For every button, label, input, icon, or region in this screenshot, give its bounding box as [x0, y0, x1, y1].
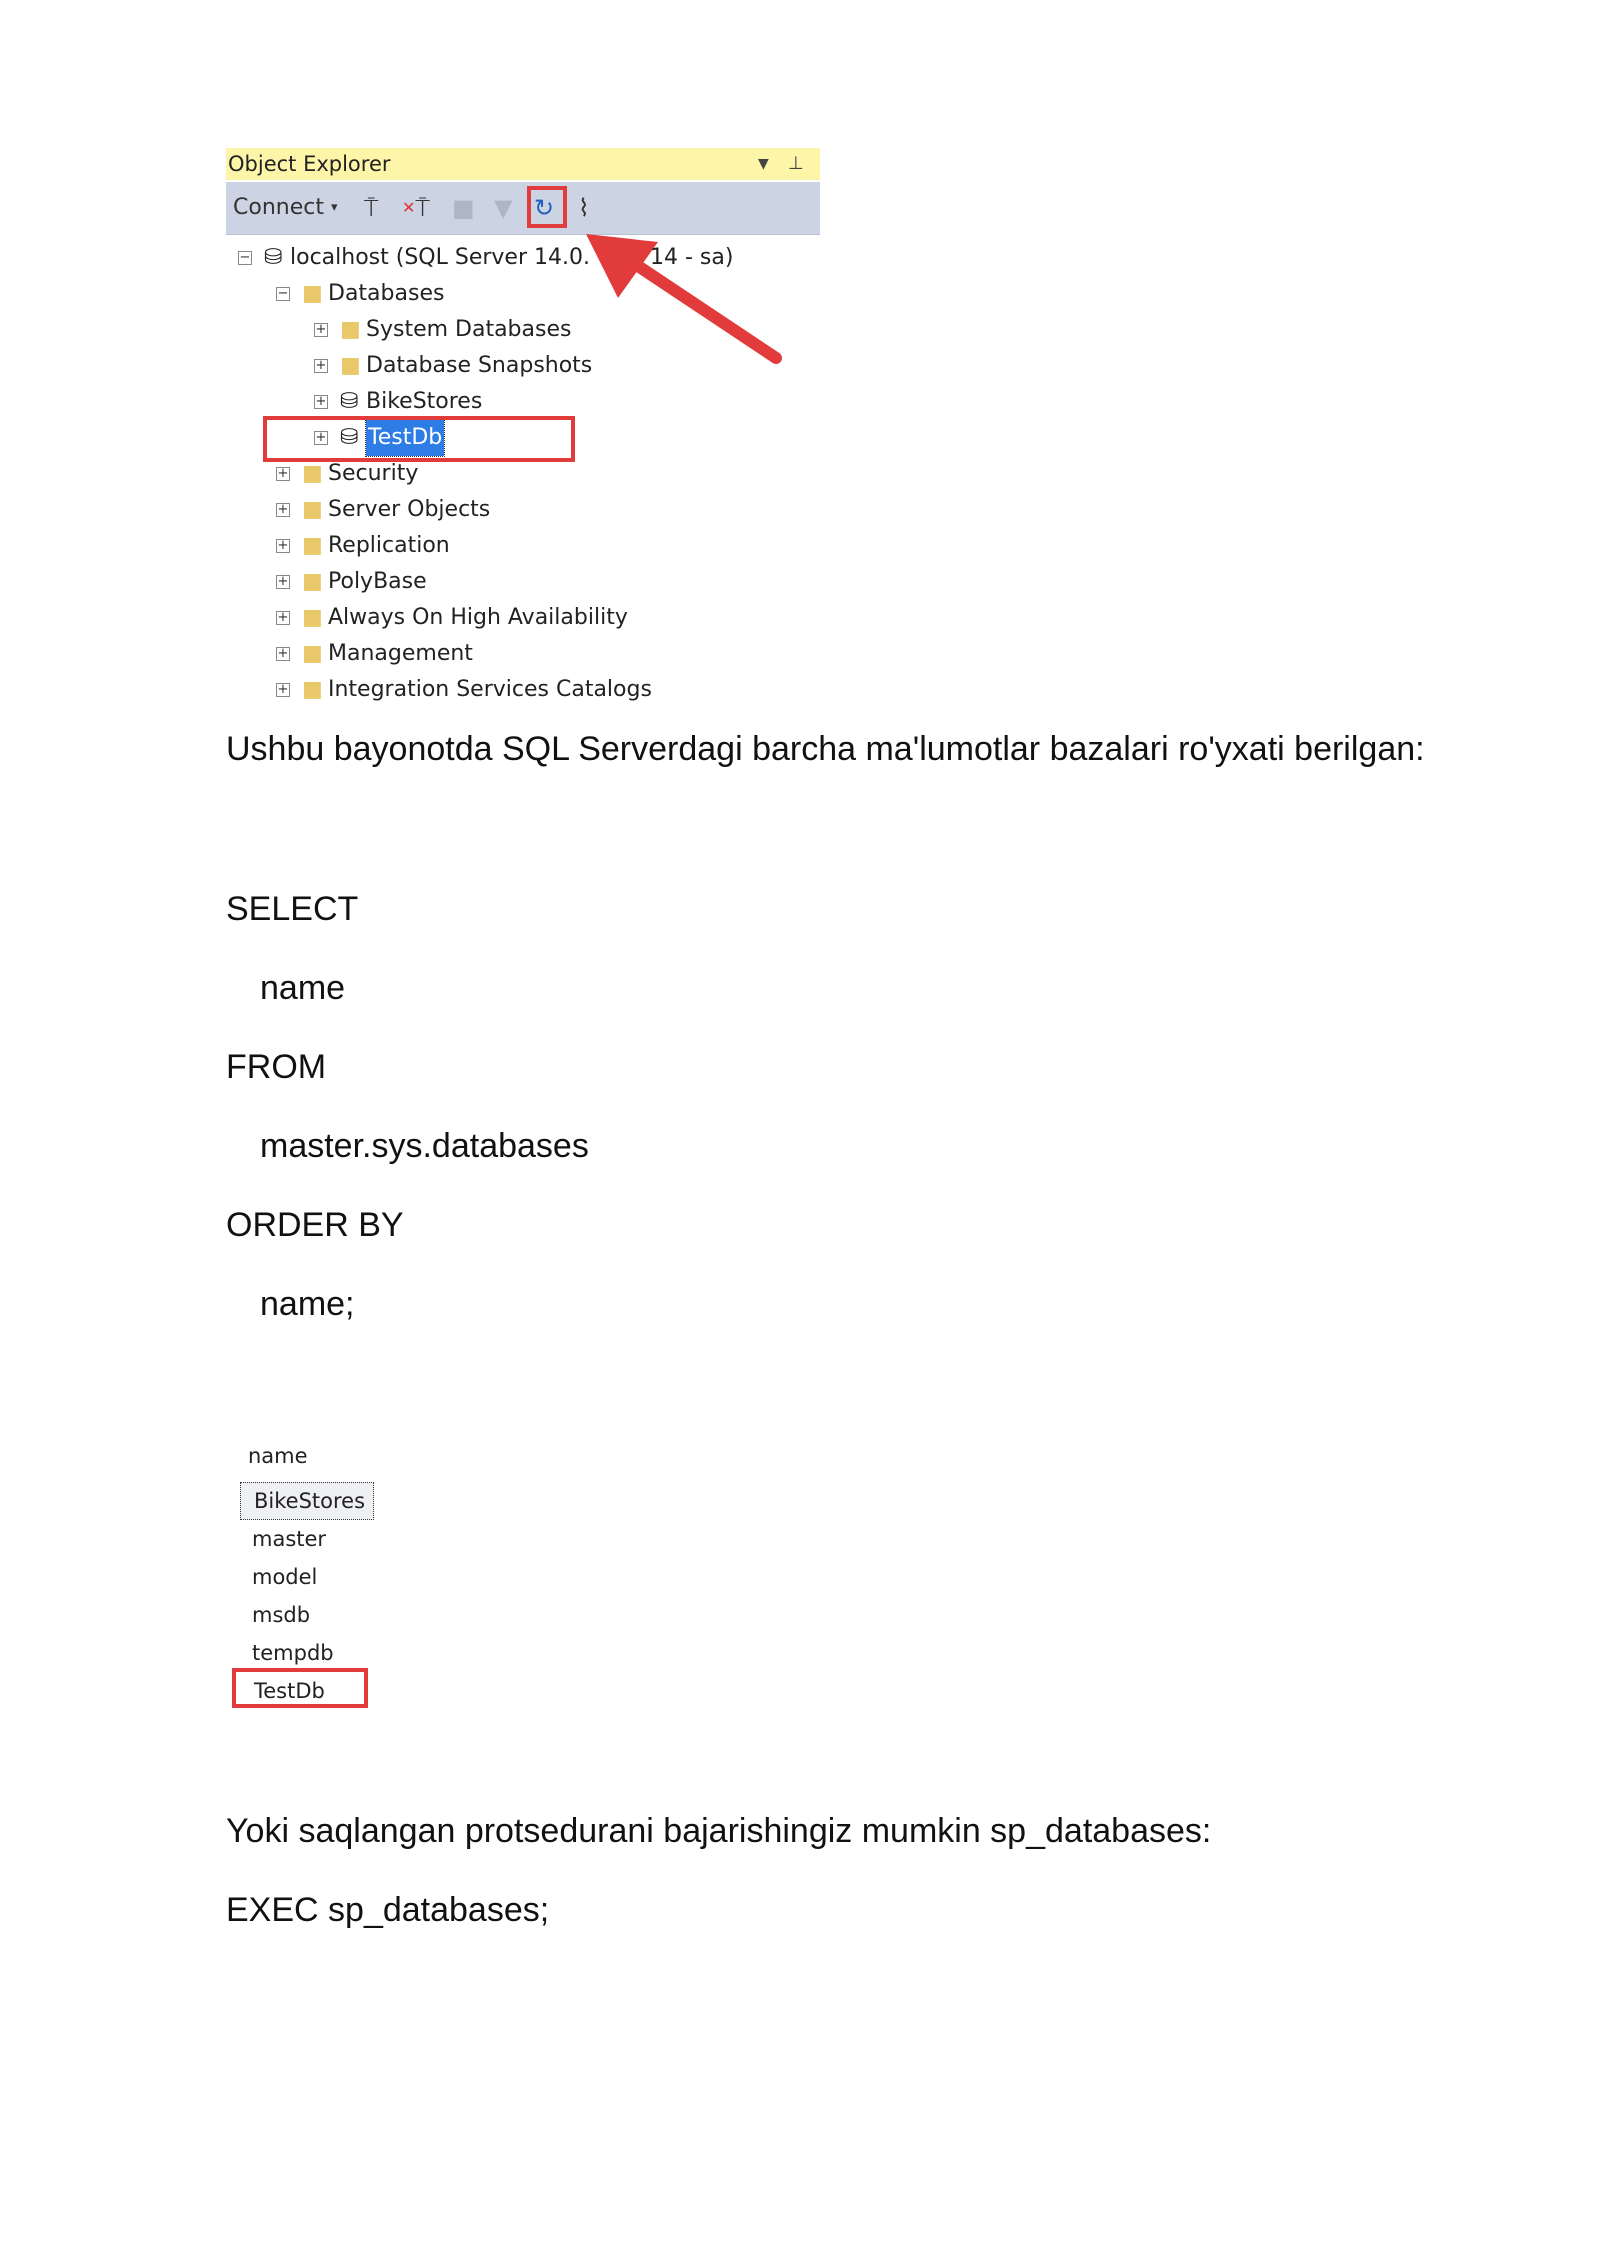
tree-node-always-on[interactable]: [276, 600, 776, 636]
expand-icon[interactable]: +: [277, 646, 289, 661]
tree-node-server-objects[interactable]: [276, 492, 676, 528]
chevron-down-icon[interactable]: ▼: [758, 156, 769, 172]
folder-icon: ■: [302, 605, 323, 630]
tree-node-polybase[interactable]: [276, 564, 676, 600]
folder-icon: ■: [302, 281, 323, 306]
result-grid-header: name: [248, 1444, 308, 1468]
expand-icon[interactable]: +: [277, 538, 289, 553]
activity-monitor-icon[interactable]: ⌇: [578, 194, 590, 222]
system-databases-label: System Databases: [366, 317, 572, 342]
collapse-icon[interactable]: −: [239, 250, 251, 265]
server-label: localhost (SQL Server 14.0. 14 - sa): [290, 245, 734, 270]
connect-label: Connect: [233, 195, 324, 220]
folder-icon: ■: [302, 497, 323, 522]
folder-icon: ■: [340, 317, 361, 342]
sql-column-name: name: [260, 969, 346, 1007]
result-row[interactable]: model: [252, 1565, 318, 1589]
database-icon: ⛁: [340, 389, 359, 414]
databases-label: Databases: [328, 281, 445, 306]
security-label: Security: [328, 461, 419, 486]
bikestores-label: BikeStores: [366, 389, 483, 414]
folder-icon: ■: [302, 461, 323, 486]
alternative-paragraph: Yoki saqlangan protsedurani bajarishingiz mumkin sp_databases:: [226, 1812, 1212, 1850]
result-grid: [232, 1438, 382, 1704]
tree-node-replication[interactable]: [276, 528, 676, 564]
integration-services-label: Integration Services Catalogs: [328, 677, 652, 702]
caret-down-icon: ▾: [330, 200, 338, 215]
expand-icon[interactable]: +: [277, 502, 289, 517]
folder-icon: ■: [302, 677, 323, 702]
filter-icon[interactable]: ▼: [494, 194, 513, 222]
tree-node-management[interactable]: [276, 636, 676, 672]
exec-statement: EXEC sp_databases;: [226, 1891, 550, 1929]
server-icon: ⛁: [264, 245, 283, 270]
result-row[interactable]: master: [252, 1527, 327, 1551]
folder-icon: ■: [302, 641, 323, 666]
polybase-label: PolyBase: [328, 569, 427, 594]
replication-label: Replication: [328, 533, 450, 558]
connect-plug-icon[interactable]: ⍑: [364, 194, 379, 222]
stop-icon[interactable]: ■: [452, 194, 475, 222]
sql-table-name: master.sys.databases: [260, 1127, 589, 1165]
tree-node-server[interactable]: [238, 240, 798, 276]
always-on-label: Always On High Availability: [328, 605, 628, 630]
expand-icon[interactable]: +: [315, 358, 327, 373]
pin-icon[interactable]: ⊥: [788, 153, 804, 174]
result-row[interactable]: TestDb: [254, 1679, 325, 1703]
database-snapshots-label: Database Snapshots: [366, 353, 593, 378]
expand-icon[interactable]: +: [277, 466, 289, 481]
refresh-icon[interactable]: ↻: [534, 194, 555, 222]
sql-from-keyword: FROM: [226, 1048, 327, 1086]
expand-icon[interactable]: +: [277, 682, 289, 697]
object-explorer-panel: [226, 148, 820, 704]
connect-button[interactable]: [233, 182, 338, 234]
expand-icon[interactable]: +: [277, 610, 289, 625]
database-icon: ⛁: [340, 425, 359, 450]
result-row[interactable]: msdb: [252, 1603, 311, 1627]
tree-node-integration-services[interactable]: [276, 672, 796, 708]
testdb-label: TestDb: [366, 420, 444, 456]
folder-icon: ■: [340, 353, 361, 378]
collapse-icon[interactable]: −: [277, 286, 289, 301]
server-objects-label: Server Objects: [328, 497, 491, 522]
folder-icon: ■: [302, 569, 323, 594]
expand-icon[interactable]: +: [315, 430, 327, 445]
sql-order-by-keyword: ORDER BY: [226, 1206, 404, 1244]
expand-icon[interactable]: +: [277, 574, 289, 589]
testdb-result-highlight-box: [232, 1668, 368, 1708]
folder-icon: ■: [302, 533, 323, 558]
result-row[interactable]: BikeStores: [254, 1489, 366, 1513]
tree-node-database-snapshots[interactable]: [314, 348, 714, 384]
object-explorer-title: Object Explorer: [228, 152, 391, 176]
tree-node-security[interactable]: [276, 456, 676, 492]
tree-node-bikestores[interactable]: [314, 384, 714, 420]
object-explorer-titlebar: [226, 148, 820, 180]
expand-icon[interactable]: +: [315, 394, 327, 409]
tree-node-databases[interactable]: [276, 276, 676, 312]
sql-order-column: name;: [260, 1285, 355, 1323]
sql-select-keyword: SELECT: [226, 890, 359, 928]
expand-icon[interactable]: +: [315, 322, 327, 337]
result-row[interactable]: tempdb: [252, 1641, 334, 1665]
management-label: Management: [328, 641, 473, 666]
intro-paragraph: Ushbu bayonotda SQL Serverdagi barcha ma'lumotlar bazalari ro'yxati berilgan:: [226, 730, 1425, 768]
disconnect-icon[interactable]: ✕⍑: [402, 194, 430, 222]
tree-node-system-databases[interactable]: [314, 312, 714, 348]
refresh-highlight-box: [527, 186, 567, 228]
